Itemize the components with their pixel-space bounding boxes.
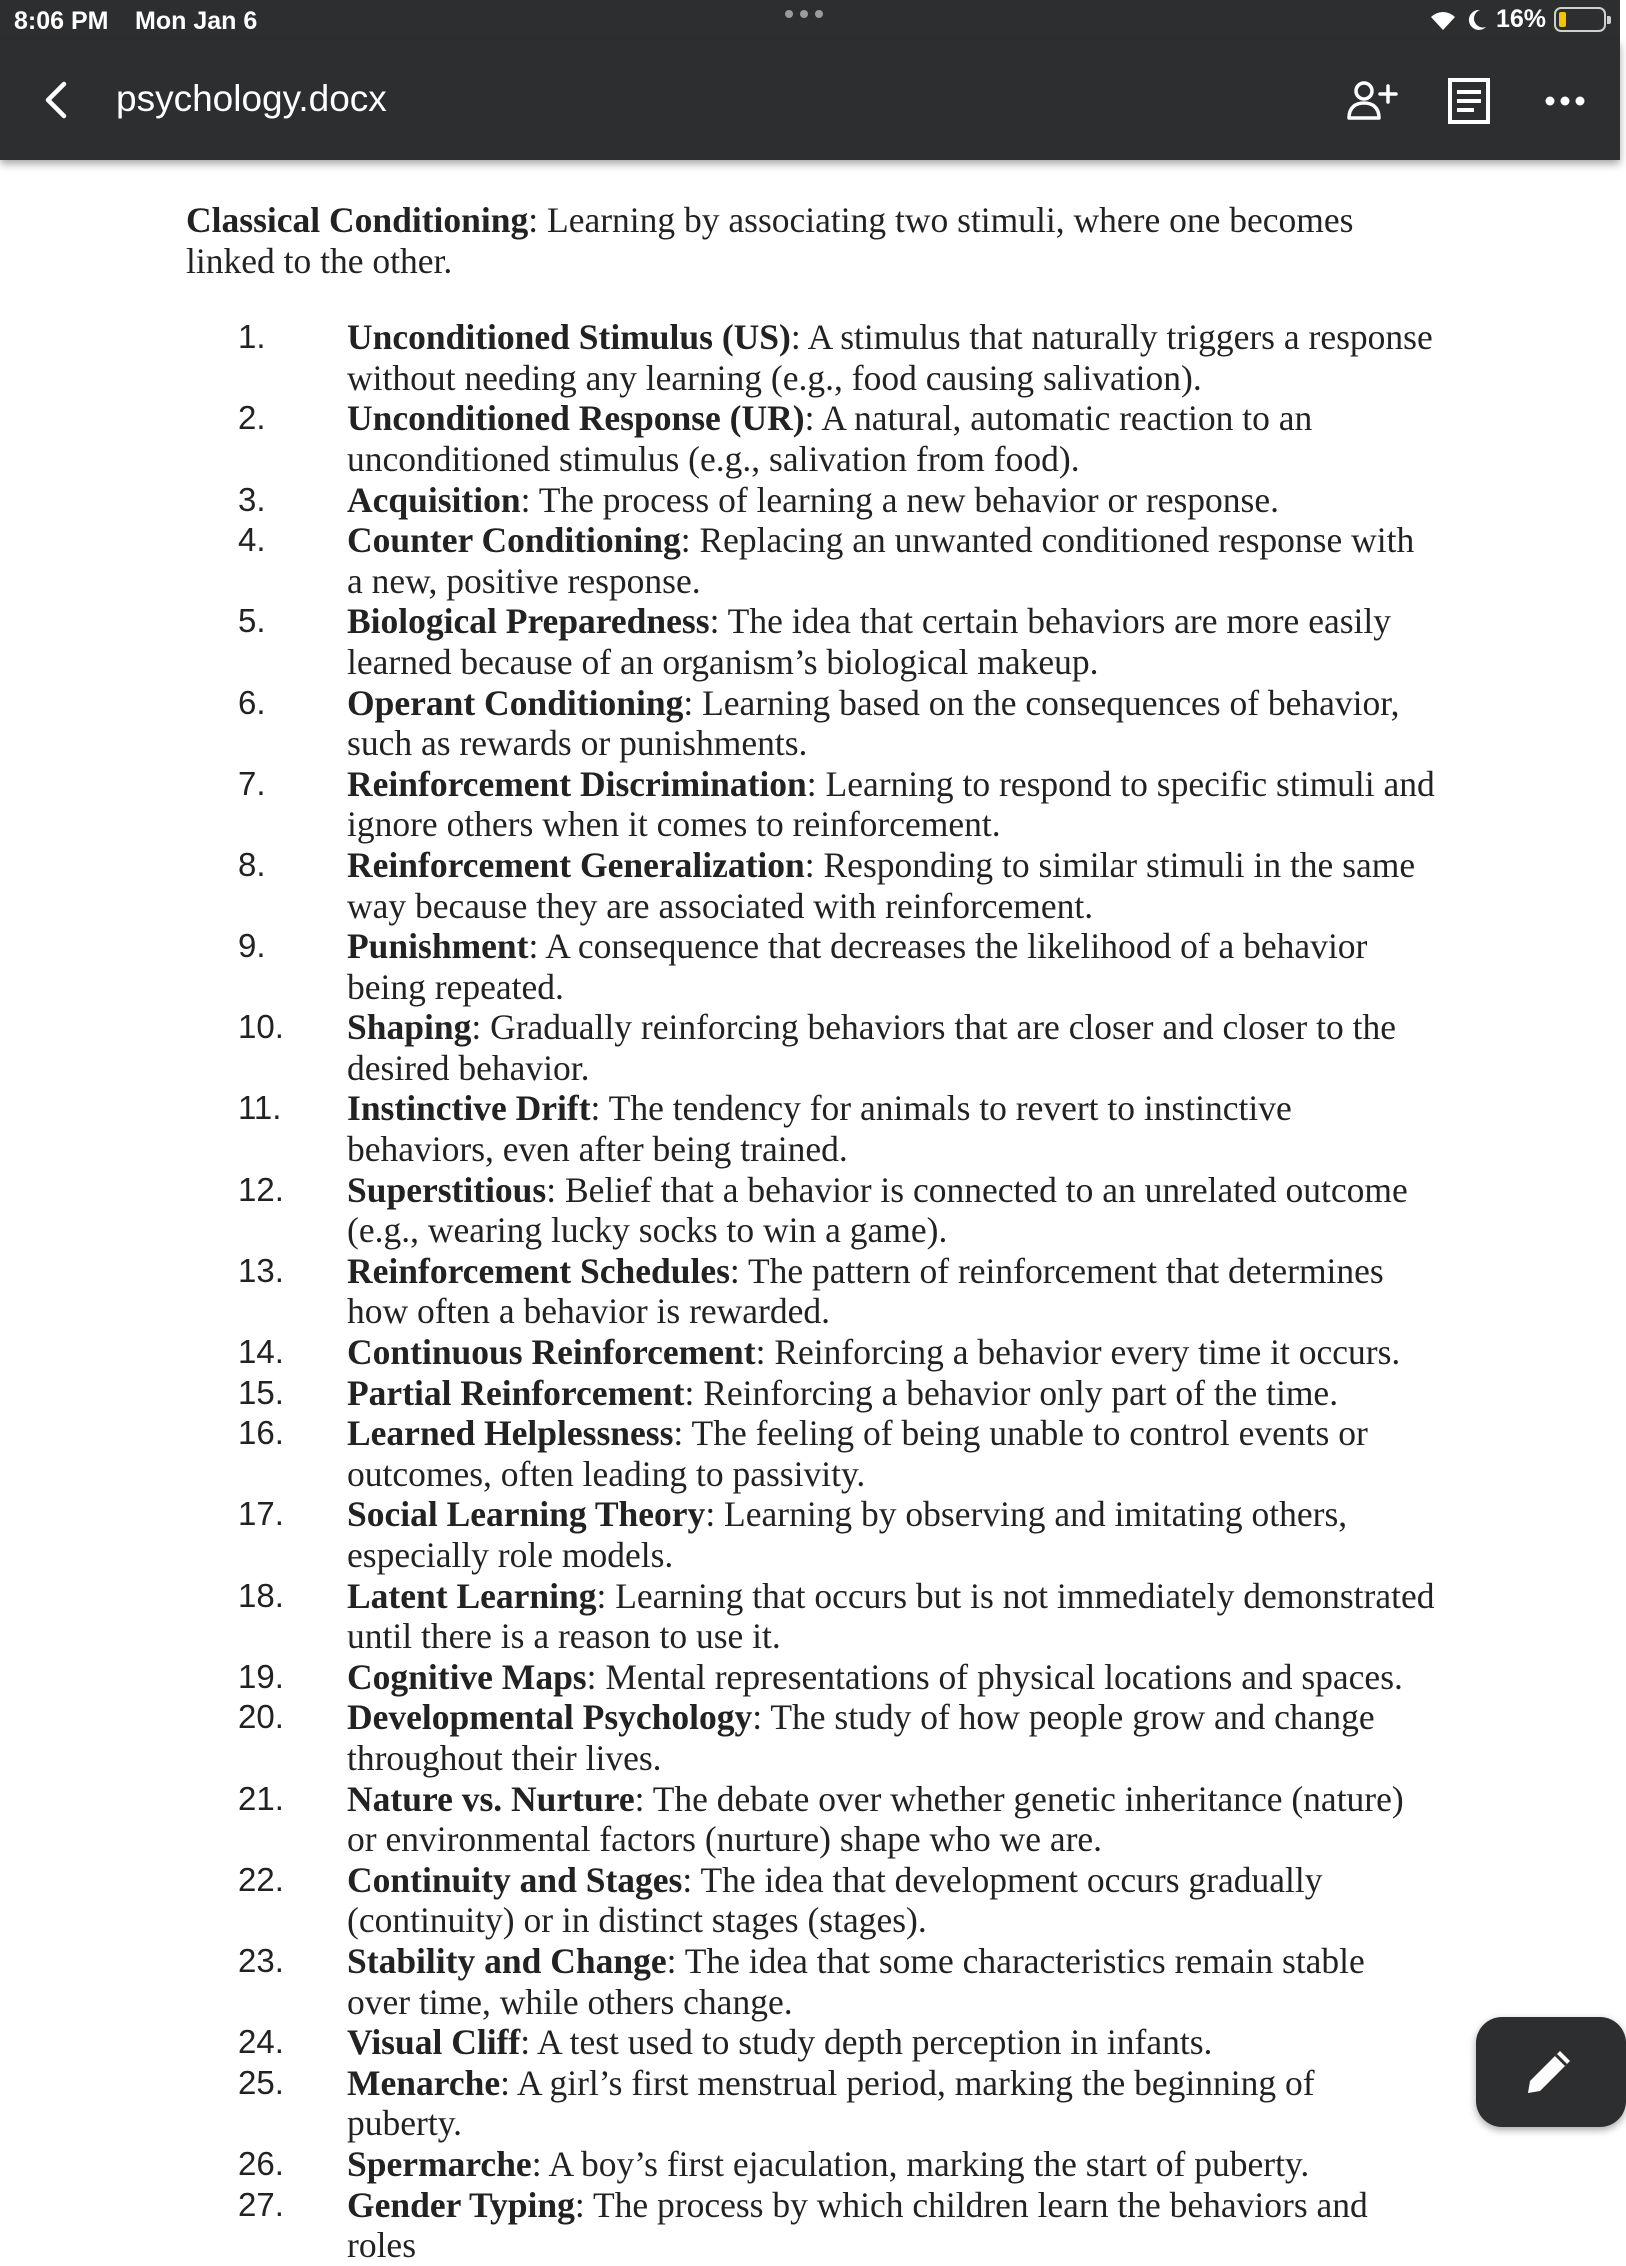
list-item-definition: : The tendency for animals to revert to instinctive behaviors, even after being trained.	[347, 1088, 1292, 1170]
list-item-number: 24.	[238, 2023, 284, 2061]
list-item-number: 6.	[238, 683, 266, 721]
list-item-text	[347, 1007, 1436, 1088]
list-item-text	[347, 764, 1436, 845]
list-item-number: 9.	[238, 927, 266, 965]
list-item-number: 18.	[238, 1576, 284, 1614]
list-item	[238, 845, 1436, 926]
list-item-term: Shaping	[347, 1007, 472, 1048]
list-item-text	[347, 845, 1436, 926]
list-item-term: Stability and Change	[347, 1940, 667, 1981]
multitasking-dots-icon[interactable]	[785, 10, 823, 18]
intro-term: Classical Conditioning	[186, 200, 529, 240]
list-item-text	[347, 1251, 1436, 1332]
list-item	[238, 2063, 1436, 2144]
list-item-definition: : A test used to study depth perception in infants.	[520, 2022, 1213, 2063]
list-item-text	[347, 601, 1436, 682]
battery-icon	[1554, 7, 1606, 32]
list-item-term: Punishment	[347, 926, 529, 967]
status-bar	[0, 0, 1620, 40]
list-item-number: 19.	[238, 1657, 284, 1695]
back-button[interactable]	[36, 76, 76, 124]
list-item-term: Menarche	[347, 2062, 501, 2103]
list-item	[238, 926, 1436, 1007]
list-item-definition: : A stimulus that naturally triggers a response without needing any learning (e.g., food causing salivation).	[347, 317, 1433, 398]
list-item-number: 2.	[238, 399, 266, 437]
list-item-text	[347, 683, 1436, 764]
list-item-number: 21.	[238, 1779, 284, 1817]
list-item	[238, 1373, 1436, 1414]
list-item	[238, 1332, 1436, 1373]
list-item	[238, 1007, 1436, 1088]
battery-percent: 16%	[1495, 5, 1546, 33]
list-item-number: 3.	[238, 480, 266, 518]
list-item-term: Instinctive Drift	[347, 1088, 591, 1129]
list-item	[238, 1860, 1436, 1941]
list-item-text	[347, 1332, 1436, 1373]
article-icon	[1442, 74, 1496, 128]
list-item-text	[347, 1494, 1436, 1575]
list-item-text	[347, 1373, 1436, 1414]
list-item	[238, 317, 1436, 398]
list-item	[238, 398, 1436, 479]
list-item-definition: : The idea that some characteristics remain stable over time, while others change.	[347, 1940, 1365, 2022]
list-item-text	[347, 398, 1436, 479]
list-item-text	[347, 1413, 1436, 1494]
list-item-definition: : Responding to similar stimuli in the same way because they are associated with reinforcement.	[347, 844, 1416, 926]
list-item-term: Continuous Reinforcement	[347, 1332, 756, 1373]
list-item-definition: : The process by which children learn the behaviors and roles	[347, 2184, 1368, 2266]
list-item	[238, 2144, 1436, 2185]
list-item-number: 7.	[238, 764, 266, 802]
app-bar	[0, 40, 1620, 160]
list-item-number: 26.	[238, 2144, 284, 2182]
more-horizontal-icon	[1538, 74, 1592, 128]
list-item-text	[347, 1697, 1436, 1778]
list-item-definition: : The process of learning a new behavior or response.	[520, 479, 1280, 520]
list-item-term: Visual Cliff	[347, 2022, 521, 2063]
list-item-definition: : A girl’s first menstrual period, marking the beginning of puberty.	[347, 2062, 1315, 2144]
list-item-text	[347, 1779, 1436, 1860]
list-item-number: 15.	[238, 1373, 284, 1411]
list-item-definition: : Belief that a behavior is connected to an unrelated outcome (e.g., wearing lucky socks to win a game).	[347, 1169, 1408, 1251]
list-item-term: Reinforcement Generalization	[347, 844, 805, 885]
share-button[interactable]	[1344, 74, 1398, 128]
list-item-text	[347, 2063, 1436, 2144]
list-item-term: Counter Conditioning	[347, 520, 681, 561]
list-item	[238, 1088, 1436, 1169]
list-item-number: 1.	[238, 318, 266, 356]
list-item-term: Learned Helplessness	[347, 1413, 674, 1454]
list-item	[238, 764, 1436, 845]
list-item-number: 10.	[238, 1008, 284, 1046]
list-item-number: 5.	[238, 602, 266, 640]
list-item-definition: : The idea that certain behaviors are more easily learned because of an organism’s biological makeup.	[347, 601, 1391, 682]
status-date: Mon Jan 6	[135, 7, 258, 35]
list-item	[238, 1941, 1436, 2022]
list-item-term: Operant Conditioning	[347, 682, 684, 723]
list-item-number: 12.	[238, 1170, 284, 1208]
list-item	[238, 1251, 1436, 1332]
list-item-definition: : Learning based on the consequences of behavior, such as rewards or punishments.	[347, 682, 1400, 764]
list-item-number: 22.	[238, 1860, 284, 1898]
list-item-number: 11.	[238, 1089, 282, 1127]
document-body[interactable]	[186, 200, 1436, 2266]
pencil-icon	[1516, 2039, 1582, 2105]
status-indicators	[1428, 5, 1606, 34]
list-item-definition: : Gradually reinforcing behaviors that are closer and closer to the desired behavior.	[347, 1007, 1396, 1088]
list-item-definition: : The study of how people grow and change throughout their lives.	[347, 1697, 1375, 1778]
more-options-button[interactable]	[1538, 74, 1592, 128]
list-item-definition: : Reinforcing a behavior only part of the time.	[684, 1372, 1339, 1413]
list-item-term: Acquisition	[347, 479, 521, 520]
list-item	[238, 2022, 1436, 2063]
list-item-text	[347, 1170, 1436, 1251]
list-item-definition: : A boy’s first ejaculation, marking the start of puberty.	[531, 2143, 1310, 2184]
list-item	[238, 2185, 1436, 2266]
list-item-definition: : Learning to respond to specific stimuli and ignore others when it comes to reinforcement.	[347, 763, 1435, 845]
list-item-number: 13.	[238, 1251, 284, 1289]
edit-button[interactable]	[1476, 2017, 1626, 2127]
list-item-term: Nature vs. Nurture	[347, 1778, 635, 1819]
list-item	[238, 1657, 1436, 1698]
list-item-term: Developmental Psychology	[347, 1697, 753, 1738]
list-item	[238, 520, 1436, 601]
list-item	[238, 1697, 1436, 1778]
list-item-text	[347, 2022, 1436, 2063]
list-item-definition: : Mental representations of physical locations and spaces.	[586, 1656, 1403, 1697]
list-item-number: 16.	[238, 1414, 284, 1452]
list-item-definition: : The pattern of reinforcement that determines how often a behavior is rewarded.	[347, 1250, 1384, 1332]
list-item-term: Biological Preparedness	[347, 601, 710, 642]
list-item-number: 8.	[238, 845, 266, 883]
list-item-term: Partial Reinforcement	[347, 1372, 685, 1413]
list-item-definition: : Reinforcing a behavior every time it occurs.	[755, 1332, 1401, 1373]
list-item	[238, 1779, 1436, 1860]
list-item	[238, 480, 1436, 521]
list-item-text	[347, 480, 1436, 521]
person-add-icon	[1344, 74, 1398, 128]
list-item-definition: : The feeling of being unable to control events or outcomes, often leading to passivity.	[347, 1413, 1368, 1494]
list-item-term: Reinforcement Discrimination	[347, 763, 807, 804]
list-item-text	[347, 2185, 1436, 2266]
list-item	[238, 1413, 1436, 1494]
list-item-text	[347, 317, 1436, 398]
list-item	[238, 1170, 1436, 1251]
list-item	[238, 1576, 1436, 1657]
list-item-number: 14.	[238, 1333, 284, 1371]
list-item-text	[347, 1576, 1436, 1657]
list-item-definition: : Learning that occurs but is not immediately demonstrated until there is a reason to use it.	[347, 1575, 1435, 1657]
list-item-text	[347, 1657, 1436, 1698]
list-item-definition: : The debate over whether genetic inheritance (nature) or environmental factors (nurture) shape who we are.	[347, 1778, 1404, 1860]
list-item-text	[347, 2144, 1436, 2185]
list-item-text	[347, 520, 1436, 601]
list-item-number: 27.	[238, 2185, 284, 2223]
list-item-number: 20.	[238, 1698, 284, 1736]
list-item	[238, 683, 1436, 764]
status-time: 8:06 PM	[14, 7, 109, 35]
intro-definition: : Learning by associating two stimuli, where one becomes linked to the other.	[186, 200, 1354, 281]
term-list	[186, 317, 1436, 2266]
wifi-icon	[1428, 8, 1458, 32]
battery-level-fill	[1559, 12, 1566, 27]
list-item	[238, 601, 1436, 682]
list-item-number: 23.	[238, 1941, 284, 1979]
list-item-definition: : A natural, automatic reaction to an unconditioned stimulus (e.g., salivation from food).	[347, 398, 1313, 479]
list-item-text	[347, 1941, 1436, 2022]
list-item-term: Continuity and Stages	[347, 1859, 683, 1900]
intro-paragraph	[186, 200, 1436, 281]
list-item-term: Social Learning Theory	[347, 1494, 706, 1535]
list-item-number: 4.	[238, 521, 266, 559]
list-item-term: Cognitive Maps	[347, 1656, 587, 1697]
list-item-definition: : Learning by observing and imitating others, especially role models.	[347, 1494, 1348, 1575]
list-item-term: Latent Learning	[347, 1575, 597, 1616]
list-item-term: Gender Typing	[347, 2184, 575, 2225]
list-item	[238, 1494, 1436, 1575]
list-item-term: Reinforcement Schedules	[347, 1250, 730, 1291]
list-item-definition: : A consequence that decreases the likelihood of a behavior being repeated.	[347, 926, 1368, 1007]
list-item-definition: : Replacing an unwanted conditioned response with a new, positive response.	[347, 520, 1415, 601]
list-item-text	[347, 1088, 1436, 1169]
list-item-text	[347, 1860, 1436, 1941]
reading-mode-button[interactable]	[1442, 74, 1496, 128]
list-item-text	[347, 926, 1436, 1007]
moon-icon	[1466, 8, 1488, 32]
chevron-left-icon	[36, 76, 76, 124]
list-item-term: Unconditioned Stimulus (US)	[347, 317, 791, 358]
list-item-number: 17.	[238, 1495, 284, 1533]
list-item-term: Superstitious	[347, 1169, 547, 1210]
document-title: psychology.docx	[116, 78, 387, 119]
list-item-number: 25.	[238, 2063, 284, 2101]
list-item-term: Unconditioned Response (UR)	[347, 398, 805, 439]
list-item-term: Spermarche	[347, 2143, 532, 2184]
list-item-definition: : The idea that development occurs gradually (continuity) or in distinct stages (stages).	[347, 1859, 1323, 1941]
